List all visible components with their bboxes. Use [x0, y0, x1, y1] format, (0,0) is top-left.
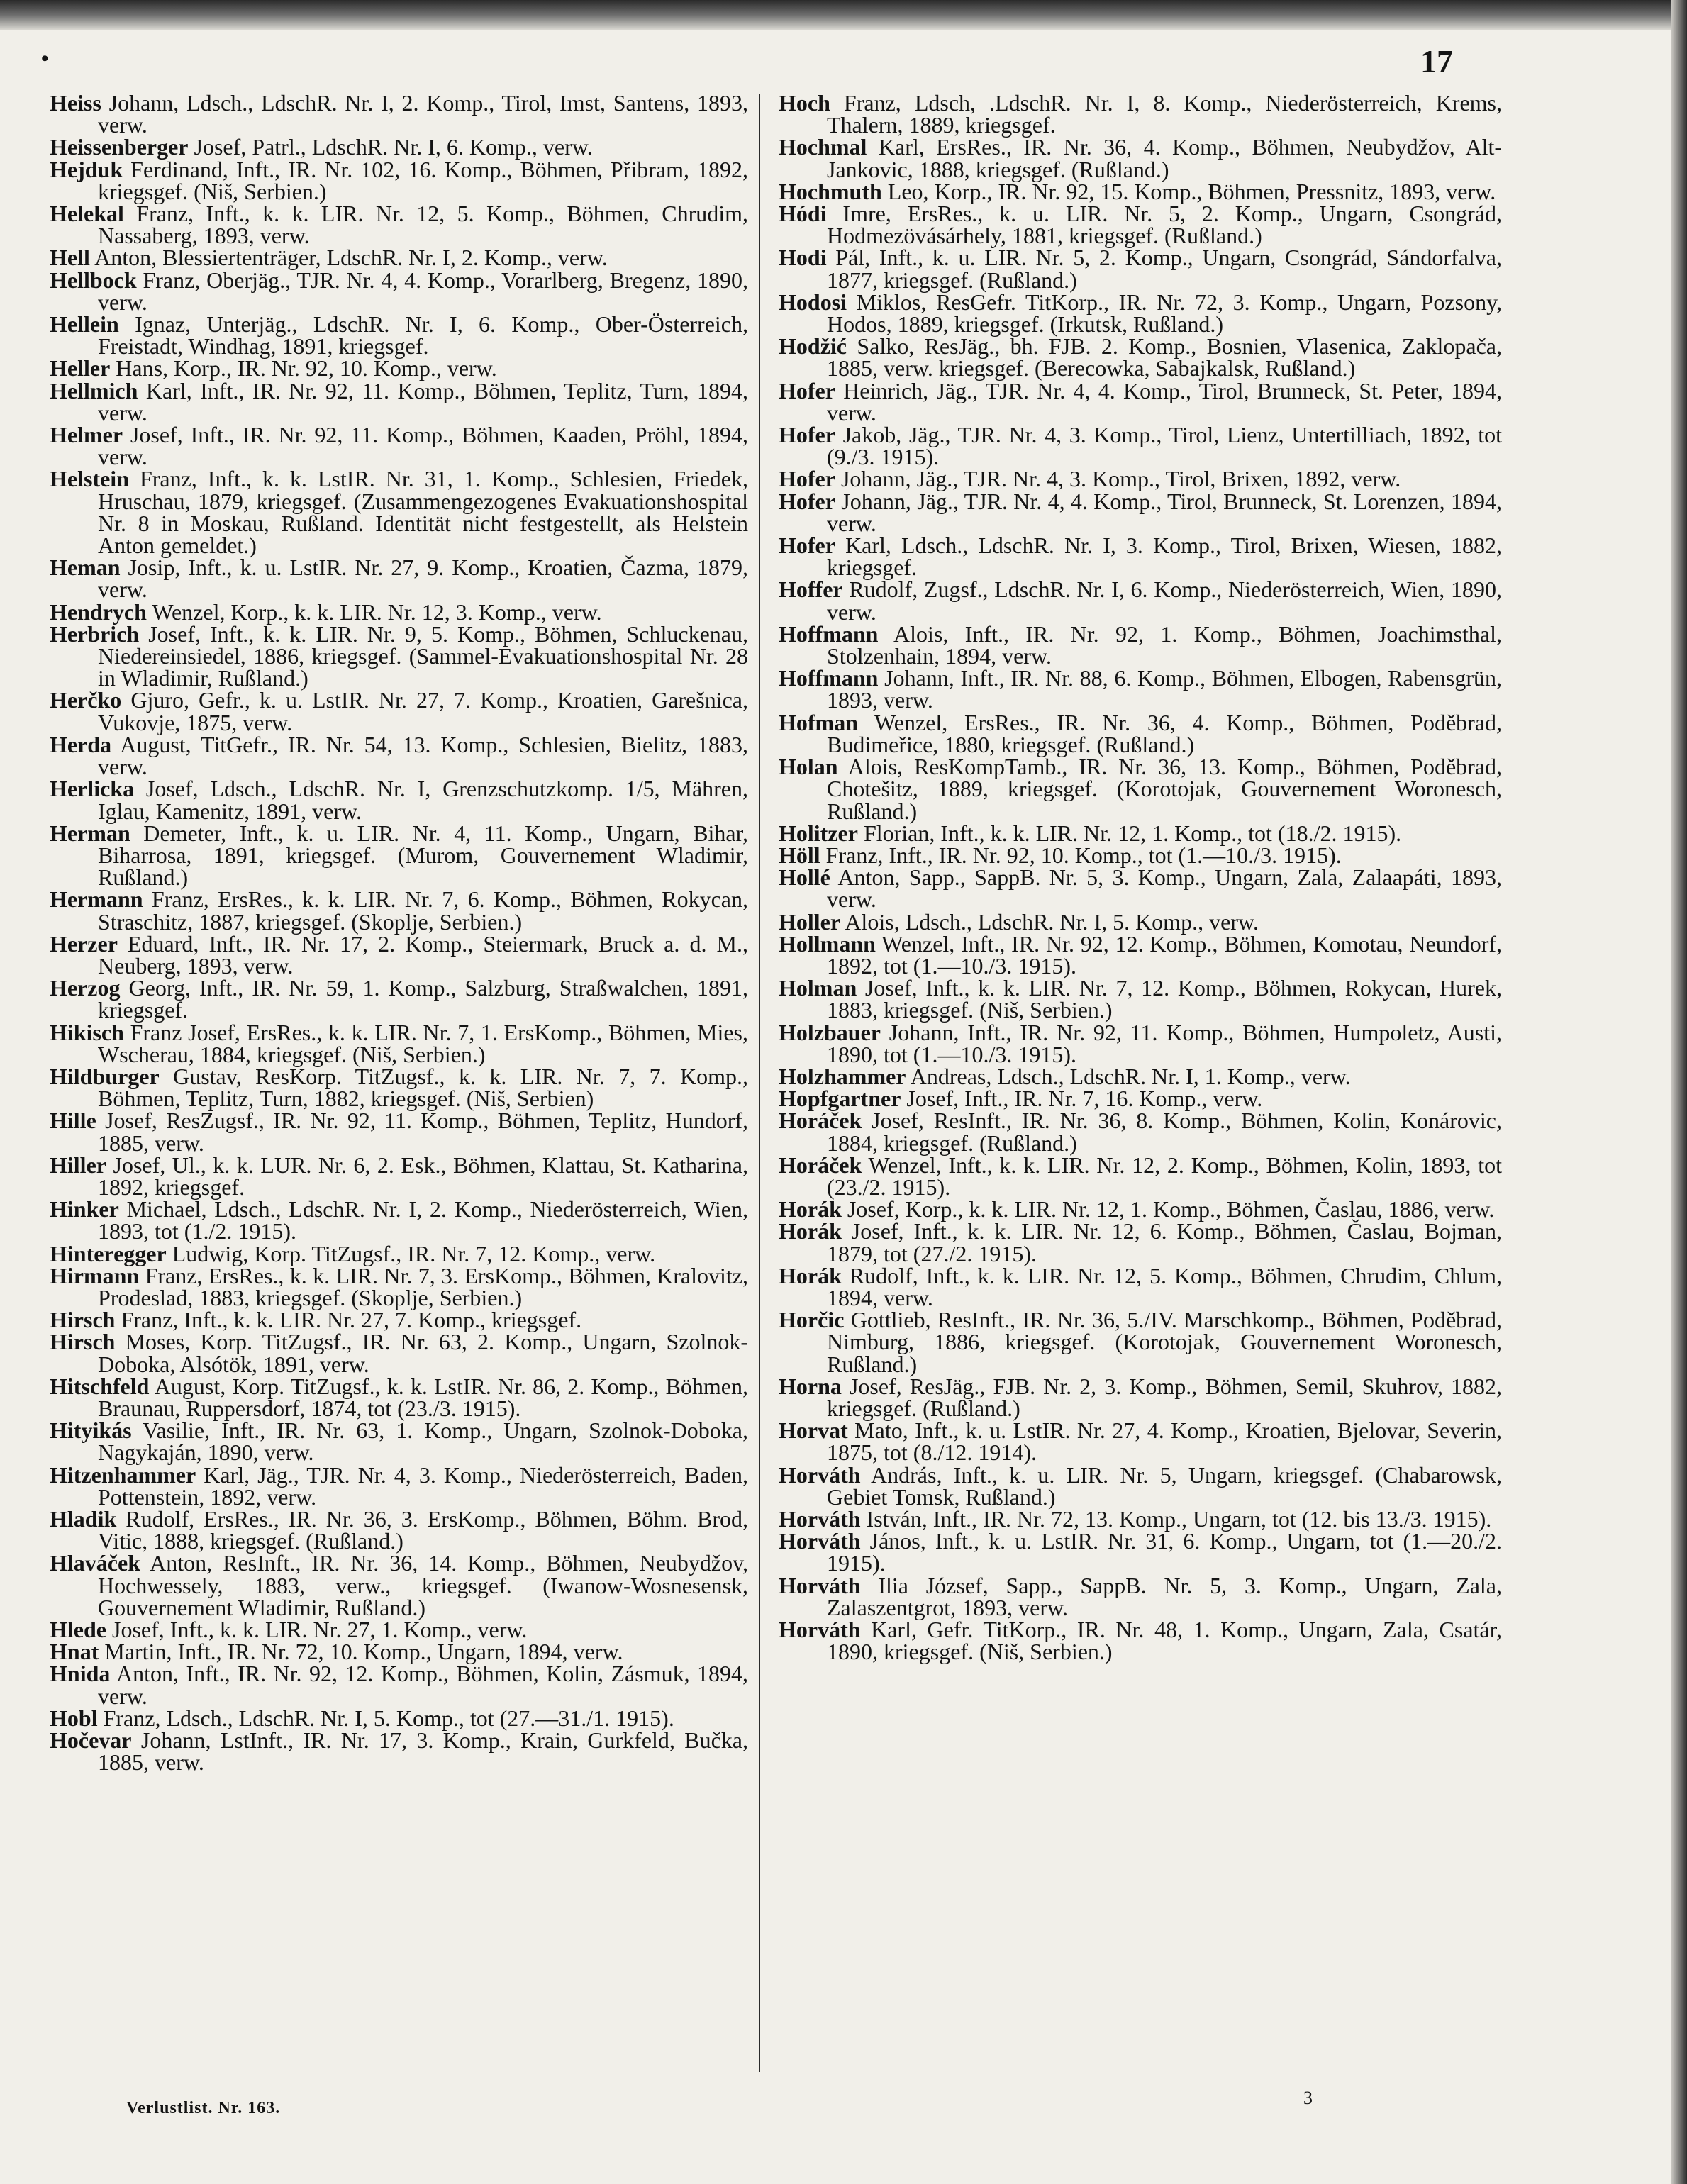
list-entry: [779, 977, 1502, 1021]
list-entry: [779, 178, 1502, 204]
list-entry: [779, 1619, 1502, 1663]
entry-surname: Hellein: [50, 311, 119, 338]
list-entry: [779, 1154, 1502, 1198]
list-entry: [50, 203, 748, 247]
list-entry: [50, 689, 748, 733]
list-entry: [779, 1309, 1502, 1376]
entry-surname: Hiller: [50, 1152, 106, 1178]
entry-details: Wenzel, Inft., IR. Nr. 92, 12. Komp., Böhmen, Komotau, Neundorf, 1892, tot (1.—10./3. 1915).: [827, 930, 1502, 979]
list-entry: [50, 269, 748, 313]
entry-surname: Herzer: [50, 930, 118, 957]
entry-surname: Holzbauer: [779, 1019, 881, 1045]
entry-surname: Hermann: [50, 886, 143, 913]
entry-details: Karl, Jäg., TJR. Nr. 4, 3. Komp., Niederösterreich, Baden, Pottenstein, 1892, verw.: [98, 1461, 748, 1510]
entry-surname: Hildburger: [50, 1063, 160, 1089]
entry-details: Franz, Inft., k. k. LIR. Nr. 12, 5. Komp., Böhmen, Chrudim, Nassaberg, 1893, verw.: [98, 201, 748, 249]
scan-top-edge: [0, 0, 1687, 30]
entry-details: Johann, Inft., IR. Nr. 88, 6. Komp., Böhmen, Elbogen, Rabensgrün, 1893, verw.: [827, 665, 1502, 713]
column-divider: [759, 94, 760, 2072]
entry-details: Franz, Inft., IR. Nr. 92, 10. Komp., tot (1.—10./3. 1915).: [820, 842, 1342, 868]
entry-surname: Heller: [50, 355, 111, 381]
entry-surname: Hejduk: [50, 156, 123, 182]
list-entry: [779, 92, 1502, 136]
list-entry: [779, 289, 1502, 338]
entry-details: Wenzel, Korp., k. k. LIR. Nr. 12, 3. Komp., verw.: [146, 598, 602, 625]
entry-details: Josef, Inft., k. k. LIR. Nr. 7, 12. Komp., Böhmen, Rokycan, Hurek, 1883, kriegsgef. (Niš, Serbien.): [827, 975, 1502, 1023]
entry-surname: Hochmuth: [779, 178, 882, 204]
list-entry: [50, 1707, 748, 1729]
list-entry: [779, 335, 1502, 379]
entry-surname: Holzhammer: [779, 1063, 906, 1089]
entry-details: Ludwig, Korp. TitZugsf., IR. Nr. 7, 12. Komp., verw.: [166, 1240, 656, 1266]
entry-surname: Hladik: [50, 1506, 117, 1532]
list-entry: [779, 424, 1502, 468]
entry-details: Martin, Inft., IR. Nr. 72, 10. Komp., Ungarn, 1894, verw.: [99, 1639, 623, 1665]
entry-details: János, Inft., k. u. LstIR. Nr. 31, 6. Komp., Ungarn, tot (1.—20./2. 1915).: [827, 1528, 1502, 1576]
entry-surname: Herzog: [50, 975, 121, 1001]
entry-surname: Horák: [779, 1262, 842, 1288]
entry-details: Josef, Inft., IR. Nr. 92, 11. Komp., Böhmen, Kaaden, Pröhl, 1894, verw.: [98, 422, 748, 470]
list-entry: [779, 247, 1502, 291]
entry-details: Anton, Blessiertenträger, LdschR. Nr. I, 2. Komp., verw.: [89, 245, 608, 271]
entry-surname: Hofer: [779, 466, 835, 492]
list-entry: [779, 377, 1502, 425]
entry-surname: Helstein: [50, 466, 129, 492]
entry-details: Rudolf, Inft., k. k. LIR. Nr. 12, 5. Komp., Böhmen, Chrudim, Chlum, 1894, verw.: [827, 1262, 1502, 1310]
list-entry: [50, 1619, 748, 1641]
entry-surname: Herlicka: [50, 776, 135, 802]
entry-surname: Hell: [50, 245, 90, 271]
entry-details: Wenzel, Inft., k. k. LIR. Nr. 12, 2. Komp., Böhmen, Kolin, 1893, tot (23./2. 1915).: [827, 1152, 1502, 1200]
entry-surname: Hnat: [50, 1639, 99, 1665]
entry-surname: Hirmann: [50, 1262, 140, 1288]
entry-details: Georg, Inft., IR. Nr. 59, 1. Komp., Salzburg, Straßwalchen, 1891, kriegsgef.: [98, 975, 748, 1023]
entry-surname: Heiss: [50, 90, 101, 116]
entry-surname: Horváth: [779, 1528, 861, 1554]
entry-surname: Hinteregger: [50, 1240, 167, 1266]
entry-details: Anton, Inft., IR. Nr. 92, 12. Komp., Böhmen, Kolin, Zásmuk, 1894, verw.: [98, 1661, 748, 1709]
entry-surname: Hochmal: [779, 134, 867, 160]
entry-details: Karl, Ldsch., LdschR. Nr. I, 3. Komp., Tirol, Brixen, Wiesen, 1882, kriegsgef.: [827, 533, 1502, 581]
entry-details: Gustav, ResKorp. TitZugsf., k. k. LIR. Nr. 7, 7. Komp., Böhmen, Teplitz, Turn, 1882, kriegsgef. (Niš, Serbien): [98, 1063, 748, 1112]
entry-details: Gjuro, Gefr., k. u. LstIR. Nr. 27, 7. Komp., Kroatien, Garešnica, Vukovje, 1875, verw.: [98, 687, 748, 735]
list-entry: [50, 1373, 748, 1421]
entry-details: Wenzel, ErsRes., IR. Nr. 36, 4. Komp., Böhmen, Poděbrad, Budimeřice, 1880, kriegsgef. (Rußland.): [827, 709, 1502, 757]
list-entry: [779, 1220, 1502, 1264]
list-entry: [779, 1198, 1502, 1220]
entry-surname: Hoffer: [779, 576, 843, 603]
entry-surname: Hirsch: [50, 1329, 116, 1355]
entry-surname: Herda: [50, 731, 112, 757]
list-entry: [50, 1417, 748, 1466]
footer-imprint: Verlustlist. Nr. 163.: [126, 2099, 281, 2117]
entry-details: Josef, Inft., k. k. LIR. Nr. 27, 1. Komp., verw.: [106, 1617, 528, 1643]
entry-surname: Hodi: [779, 245, 827, 271]
entry-details: Josef, Inft., k. k. LIR. Nr. 12, 6. Komp., Böhmen, Časlau, Bojman, 1879, tot (27./2. 1915).: [827, 1218, 1502, 1266]
entry-surname: Höll: [779, 842, 820, 868]
entry-details: Franz, Ldsch., LdschR. Nr. I, 5. Komp., tot (27.—31./1. 1915).: [97, 1705, 674, 1731]
entry-details: András, Inft., k. u. LIR. Nr. 5, Ungarn, kriegsgef. (Chabarowsk, Gebiet Tomsk, Rußland.): [827, 1461, 1502, 1510]
list-entry: [50, 311, 748, 360]
list-entry: [50, 557, 748, 601]
entry-details: Franz, Inft., k. k. LstIR. Nr. 31, 1. Komp., Schlesien, Friedek, Hruschau, 1879, kriegsgef. (Zusammengezogenes Evakuationshospital Nr. 8 in Moskau, Rußland. Identität nicht festgestellt, als Helstein Anton gemeldet.): [98, 466, 748, 559]
list-entry: [779, 1572, 1502, 1620]
entry-details: August, TitGefr., IR. Nr. 54, 13. Komp., Schlesien, Bielitz, 1883, verw.: [98, 731, 748, 780]
list-entry: [50, 1063, 748, 1112]
list-entry: [779, 1373, 1502, 1421]
list-entry: [50, 1508, 748, 1552]
list-entry: [50, 778, 748, 822]
entry-surname: Hlaváček: [50, 1550, 140, 1576]
entry-details: Karl, ErsRes., IR. Nr. 36, 4. Komp., Böhmen, Neubydžov, Alt-Jankovic, 1888, kriegsgef. (Rußland.): [827, 134, 1502, 182]
entry-details: Demeter, Inft., k. u. LIR. Nr. 4, 11. Komp., Ungarn, Bihar, Biharrosa, 1891, kriegsgef. (Murom, Gouvernement Wladimir, Rußland.): [98, 820, 748, 891]
entry-surname: Hodosi: [779, 289, 847, 315]
list-entry: [779, 1110, 1502, 1154]
list-entry: [779, 1530, 1502, 1574]
list-entry: [779, 1088, 1502, 1110]
list-entry: [50, 1552, 748, 1619]
entry-details: Andreas, Ldsch., LdschR. Nr. I, 1. Komp., verw.: [906, 1063, 1351, 1089]
list-entry: [50, 1309, 748, 1331]
entry-surname: Herman: [50, 820, 130, 846]
entry-details: Karl, Inft., IR. Nr. 92, 11. Komp., Böhmen, Teplitz, Turn, 1894, verw.: [98, 377, 748, 425]
entry-surname: Heman: [50, 555, 121, 581]
list-entry: [779, 136, 1502, 180]
entry-details: Rudolf, ErsRes., IR. Nr. 36, 3. ErsKomp., Böhmen, Böhm. Brod, Vitic, 1888, kriegsgef. (Rußland.): [98, 1506, 748, 1554]
entry-details: Mato, Inft., k. u. LstIR. Nr. 27, 4. Komp., Kroatien, Bjelovar, Severin, 1875, tot (8./12. 1914).: [827, 1417, 1502, 1466]
entry-surname: Horčic: [779, 1307, 845, 1333]
entry-surname: Hofer: [779, 488, 835, 514]
entry-details: Alois, Inft., IR. Nr. 92, 1. Komp., Böhmen, Joachimsthal, Stolzenhain, 1894, verw.: [827, 620, 1502, 669]
entry-details: Moses, Korp. TitZugsf., IR. Nr. 63, 2. Komp., Ungarn, Szolnok-Doboka, Alsótök, 1891, verw.: [98, 1329, 748, 1377]
entry-surname: Hofer: [779, 422, 835, 448]
entry-details: Josef, Inft., IR. Nr. 7, 16. Komp., verw.: [901, 1086, 1263, 1112]
list-entry: [50, 92, 748, 136]
entry-details: Johann, Inft., IR. Nr. 92, 11. Komp., Böhmen, Humpoletz, Austi, 1890, tot (1.—10./3. 1915).: [827, 1019, 1502, 1067]
entry-details: Anton, ResInft., IR. Nr. 36, 14. Komp., Böhmen, Neubydžov, Hochwessely, 1883, verw., kriegsgef. (Iwanow-Wosnesensk, Gouvernement Wladimir, Rußland.): [98, 1550, 748, 1620]
entry-details: Josef, Patrl., LdschR. Nr. I, 6. Komp., verw.: [188, 134, 593, 160]
entry-surname: Horváth: [779, 1617, 861, 1643]
list-entry: [50, 1641, 748, 1663]
entry-surname: Hlede: [50, 1617, 106, 1643]
entry-details: Michael, Ldsch., LdschR. Nr. I, 2. Komp., Niederösterreich, Wien, 1893, tot (1./2. 1915).: [98, 1196, 748, 1244]
list-entry: [779, 1063, 1502, 1089]
entry-details: Heinrich, Jäg., TJR. Nr. 4, 4. Komp., Tirol, Brunneck, St. Peter, 1894, verw.: [827, 377, 1502, 425]
entry-details: Ferdinand, Inft., IR. Nr. 102, 16. Komp., Böhmen, Přibram, 1892, kriegsgef. (Niš, Serbien.): [98, 156, 748, 204]
entry-details: Josef, Inft., k. k. LIR. Nr. 9, 5. Komp., Böhmen, Schluckenau, Niedereinsiedel, 1886, kriegsgef. (Sammel-Evakuationshospital Nr. 28 in Wladimir, Rußland.): [98, 620, 748, 691]
entry-surname: Hnida: [50, 1661, 111, 1687]
entry-surname: Horáček: [779, 1152, 862, 1178]
entry-surname: Horna: [779, 1373, 842, 1399]
list-entry: [50, 598, 748, 625]
entry-surname: Horváth: [779, 1506, 861, 1532]
entry-surname: Horák: [779, 1196, 842, 1222]
list-entry: [50, 156, 748, 204]
entry-surname: Hofman: [779, 709, 858, 735]
entry-surname: Hirsch: [50, 1307, 116, 1333]
entry-details: Josef, ResJäg., FJB. Nr. 2, 3. Komp., Böhmen, Semil, Skuhrov, 1882, kriegsgef. (Rußland.): [827, 1373, 1502, 1421]
entry-surname: Holan: [779, 754, 838, 780]
entry-details: Salko, ResJäg., bh. FJB. 2. Komp., Bosnien, Vlasenica, Zaklopača, 1885, verw. kriegsgef. (Berecowka, Sabajkalsk, Rußland.): [827, 333, 1502, 381]
list-entry: [779, 488, 1502, 536]
entry-details: Josef, ResZugsf., IR. Nr. 92, 11. Komp., Böhmen, Teplitz, Hundorf, 1885, verw.: [96, 1108, 748, 1156]
entry-surname: Hendrych: [50, 598, 147, 625]
entry-surname: Hofer: [779, 377, 835, 403]
entry-surname: Horváth: [779, 1572, 861, 1598]
entry-surname: Horák: [779, 1218, 842, 1244]
list-entry: [50, 1727, 748, 1776]
entry-surname: Hille: [50, 1108, 96, 1134]
entry-details: Franz, Oberjäg., TJR. Nr. 4, 4. Komp., Vorarlberg, Bregenz, 1890, verw.: [98, 267, 748, 315]
list-entry: [50, 1198, 748, 1242]
entry-details: Jakob, Jäg., TJR. Nr. 4, 3. Komp., Tirol, Lienz, Untertilliach, 1892, tot (9./3. 1915).: [827, 422, 1502, 470]
list-entry: [50, 1019, 748, 1067]
list-entry: [50, 1262, 748, 1310]
list-entry: [779, 620, 1502, 669]
entry-details: Josef, Korp., k. k. LIR. Nr. 12, 1. Komp., Böhmen, Časlau, 1886, verw.: [841, 1196, 1495, 1222]
entry-surname: Hočevar: [50, 1727, 132, 1754]
entry-details: Vasilie, Inft., IR. Nr. 63, 1. Komp., Ungarn, Szolnok-Doboka, Nagykaján, 1890, verw.: [98, 1417, 748, 1466]
list-entry: [50, 1331, 748, 1375]
list-entry: [779, 709, 1502, 757]
list-entry: [779, 1461, 1502, 1510]
entry-details: Josef, ResInft., IR. Nr. 36, 8. Komp., Böhmen, Kolin, Konárovic, 1884, kriegsgef. (Rußland.): [827, 1108, 1502, 1156]
entry-details: Franz, ErsRes., k. k. LIR. Nr. 7, 3. ErsKomp., Böhmen, Kralovitz, Prodeslad, 1883, kriegsgef. (Skoplje, Serbien.): [98, 1262, 748, 1310]
entry-surname: Hobl: [50, 1705, 98, 1731]
entry-surname: Horváth: [779, 1461, 861, 1488]
list-entry: [779, 468, 1502, 490]
entry-surname: Hoffmann: [779, 620, 879, 647]
list-entry: [779, 1417, 1502, 1466]
entry-details: Alois, ResKompTamb., IR. Nr. 36, 13. Komp., Böhmen, Poděbrad, Chotešitz, 1889, kriegsgef. (Korotojak, Gouvernement Woronesch, Rußland.): [827, 754, 1502, 824]
list-entry: [50, 977, 748, 1021]
entry-details: Josef, Ldsch., LdschR. Nr. I, Grenzschutzkomp. 1/5, Mähren, Iglau, Kamenitz, 1891, verw.: [98, 776, 748, 824]
entry-surname: Hitschfeld: [50, 1373, 150, 1399]
entry-details: Miklos, ResGefr. TitKorp., IR. Nr. 72, 3. Komp., Ungarn, Pozsony, Hodos, 1889, kriegsgef. (Irkutsk, Rußland.): [827, 289, 1502, 338]
entry-surname: Horáček: [779, 1108, 862, 1134]
list-entry: [779, 864, 1502, 913]
list-entry: [50, 1461, 748, 1510]
entry-surname: Helekal: [50, 201, 124, 227]
entry-surname: Hityikás: [50, 1417, 132, 1444]
entry-surname: Horvat: [779, 1417, 848, 1444]
entry-surname: Hollmann: [779, 930, 876, 957]
list-entry: [779, 203, 1502, 247]
list-entry: [50, 820, 748, 891]
left-column: [50, 90, 748, 1776]
entry-details: Josip, Inft., k. u. LstIR. Nr. 27, 9. Komp., Kroatien, Čazma, 1879, verw.: [98, 555, 748, 603]
entry-details: Alois, Ldsch., LdschR. Nr. I, 5. Komp., verw.: [840, 908, 1259, 935]
entry-surname: Hoffmann: [779, 665, 879, 691]
entry-surname: Hodžić: [779, 333, 847, 360]
entry-surname: Hofer: [779, 533, 835, 559]
page-number: 17: [1420, 43, 1453, 79]
list-entry: [779, 667, 1502, 711]
entry-details: Florian, Inft., k. k. LIR. Nr. 12, 1. Komp., tot (18./2. 1915).: [857, 820, 1402, 846]
list-entry: [779, 535, 1502, 579]
list-entry: [50, 357, 748, 379]
entry-details: Johann, LstInft., IR. Nr. 17, 3. Komp., Krain, Gurkfeld, Bučka, 1885, verw.: [98, 1727, 748, 1776]
list-entry: [779, 1508, 1502, 1530]
entry-details: Franz Josef, ErsRes., k. k. LIR. Nr. 7, 1. ErsKomp., Böhmen, Mies, Wscherau, 1884, kriegsgef. (Niš, Serbien.): [98, 1019, 748, 1067]
entry-details: Pál, Inft., k. u. LIR. Nr. 5, 2. Komp., Ungarn, Csongrád, Sándorfalva, 1877, kriegsgef. (Rußland.): [826, 245, 1502, 293]
entry-details: Karl, Gefr. TitKorp., IR. Nr. 48, 1. Komp., Ungarn, Zala, Csatár, 1890, kriegsgef. (Niš, Serbien.): [827, 1617, 1502, 1665]
entry-details: Johann, Jäg., TJR. Nr. 4, 4. Komp., Tirol, Brunneck, St. Lorenzen, 1894, verw.: [827, 488, 1502, 536]
entry-surname: Holler: [779, 908, 841, 935]
entry-details: Franz, ErsRes., k. k. LIR. Nr. 7, 6. Komp., Böhmen, Rokycan, Straschitz, 1887, kriegsgef. (Skoplje, Serbien.): [98, 886, 748, 935]
list-entry: [779, 908, 1502, 935]
list-entry: [779, 1262, 1502, 1310]
list-entry: [779, 576, 1502, 625]
entry-surname: Hellbock: [50, 267, 137, 293]
entry-surname: Herbrich: [50, 620, 140, 647]
entry-details: Hans, Korp., IR. Nr. 92, 10. Komp., verw.: [110, 355, 497, 381]
list-entry: [50, 886, 748, 935]
entry-details: August, Korp. TitZugsf., k. k. LstIR. Nr. 86, 2. Komp., Böhmen, Braunau, Ruppersdorf, 1874, tot (23./3. 1915).: [98, 1373, 748, 1421]
list-entry: [779, 820, 1502, 846]
entry-details: Josef, Ul., k. k. LUR. Nr. 6, 2. Esk., Böhmen, Klattau, St. Katharina, 1892, kriegsgef.: [98, 1152, 748, 1200]
list-entry: [50, 620, 748, 691]
list-entry: [50, 930, 748, 979]
list-entry: [779, 1019, 1502, 1067]
entry-surname: Hódi: [779, 201, 827, 227]
entry-details: Johann, Jäg., TJR. Nr. 4, 3. Komp., Tirol, Brixen, 1892, verw.: [835, 466, 1401, 492]
entry-details: Eduard, Inft., IR. Nr. 17, 2. Komp., Steiermark, Bruck a. d. M., Neuberg, 1893, verw.: [98, 930, 748, 979]
bullet-mark: •: [41, 47, 49, 70]
signature-mark: 3: [1303, 2088, 1313, 2108]
entry-surname: Hikisch: [50, 1019, 124, 1045]
entry-details: Franz, Ldsch, .LdschR. Nr. I, 8. Komp., Niederösterreich, Krems, Thalern, 1889, kriegsgef.: [827, 90, 1502, 138]
right-column: [779, 92, 1502, 1663]
list-entry: [50, 136, 748, 158]
entry-details: Johann, Ldsch., LdschR. Nr. I, 2. Komp., Tirol, Imst, Santens, 1893, verw.: [98, 90, 748, 138]
entry-details: Rudolf, Zugsf., LdschR. Nr. I, 6. Komp., Niederösterreich, Wien, 1890, verw.: [827, 576, 1502, 625]
entry-details: Ilia József, Sapp., SappB. Nr. 5, 3. Komp., Ungarn, Zala, Zalaszentgrot, 1893, verw.: [827, 1572, 1502, 1620]
entry-details: István, Inft., IR. Nr. 72, 13. Komp., Ungarn, tot (12. bis 13./3. 1915).: [860, 1506, 1492, 1532]
entry-surname: Holman: [779, 975, 857, 1001]
list-entry: [50, 247, 748, 269]
list-entry: [50, 377, 748, 425]
entry-surname: Herčko: [50, 687, 122, 713]
entry-surname: Hellmich: [50, 377, 138, 403]
list-entry: [779, 842, 1502, 868]
entry-surname: Hoch: [779, 90, 830, 116]
scan-right-edge: [1671, 0, 1687, 2184]
list-entry: [779, 756, 1502, 823]
entry-details: Leo, Korp., IR. Nr. 92, 15. Komp., Böhmen, Pressnitz, 1893, verw.: [881, 178, 1496, 204]
entry-details: Gottlieb, ResInft., IR. Nr. 36, 5./IV. Marschkomp., Böhmen, Poděbrad, Nimburg, 1886, kriegsgef. (Korotojak, Gouvernement Woronesch, Rußland.): [827, 1307, 1502, 1377]
list-entry: [779, 930, 1502, 979]
list-entry: [50, 1154, 748, 1198]
list-entry: [50, 1110, 748, 1154]
entry-details: Anton, Sapp., SappB. Nr. 5, 3. Komp., Ungarn, Zala, Zalaapáti, 1893, verw.: [827, 864, 1502, 913]
entry-surname: Hopfgartner: [779, 1086, 901, 1112]
list-entry: [50, 424, 748, 468]
entry-surname: Helmer: [50, 422, 123, 448]
list-entry: [50, 468, 748, 557]
entry-surname: Hitzenhammer: [50, 1461, 196, 1488]
entry-details: Franz, Inft., k. k. LIR. Nr. 27, 7. Komp., kriegsgef.: [115, 1307, 582, 1333]
entry-details: Imre, ErsRes., k. u. LIR. Nr. 5, 2. Komp., Ungarn, Csongrád, Hodmezövásárhely, 1881, kriegsgef. (Rußland.): [826, 201, 1502, 249]
entry-surname: Hollé: [779, 864, 830, 891]
entry-details: Ignaz, Unterjäg., LdschR. Nr. I, 6. Komp., Ober-Österreich, Freistadt, Windhag, 1891, kriegsgef.: [98, 311, 748, 360]
list-entry: [50, 1663, 748, 1707]
entry-surname: Heissenberger: [50, 134, 189, 160]
entry-surname: Holitzer: [779, 820, 858, 846]
list-entry: [50, 1240, 748, 1266]
list-entry: [50, 731, 748, 780]
entry-surname: Hinker: [50, 1196, 119, 1222]
